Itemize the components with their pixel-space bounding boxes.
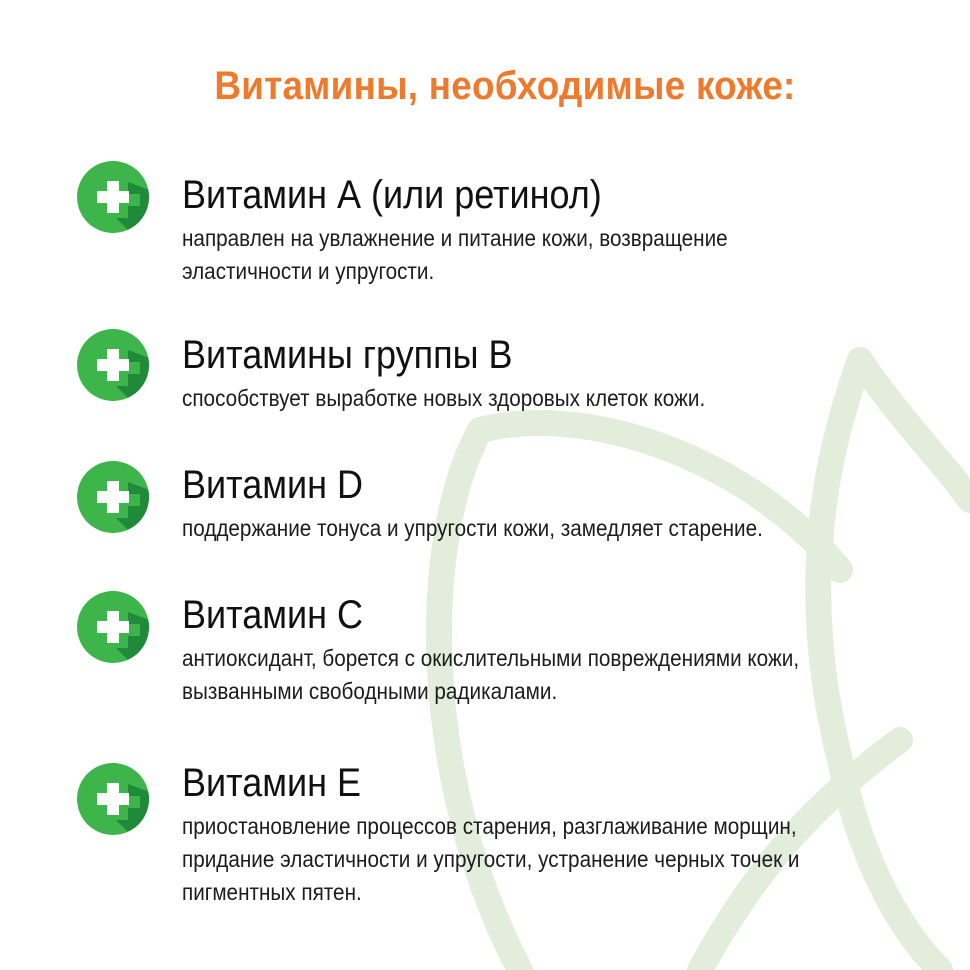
description-line: придание эластичности и упругости, устранение черных точек и [182,846,800,872]
description-line: пигментных пятен. [182,879,362,905]
vitamin-name: Витамины группы В [182,333,513,377]
vitamin-name: Витамин Е [182,761,361,805]
page-title: Витамины, необходимые коже: [214,64,796,108]
description-line: способствует выработке новых здоровых клеток кожи. [182,385,706,411]
plus-cross-icon [76,460,150,534]
vitamin-name: Витамин С [182,593,363,637]
plus-cross-icon [76,762,150,836]
vitamin-description [182,642,902,708]
plus-cross-icon [76,590,150,664]
vitamin-description [182,810,902,909]
vitamin-description [182,512,902,545]
plus-cross-icon [76,160,150,234]
plus-cross-icon [76,328,150,402]
vitamin-description [182,222,902,288]
description-line: приостановление процессов старения, разглаживание морщин, [182,813,797,839]
description-line: антиоксидант, борется с окислительными повреждениями кожи, [182,645,800,671]
vitamin-description [182,382,902,415]
description-line: направлен на увлажнение и питание кожи, возвращение [182,225,728,251]
description-line: вызванными свободными радикалами. [182,678,558,704]
description-line: поддержание тонуса и упругости кожи, замедляет старение. [182,515,763,541]
vitamin-name: Витамин А (или ретинол) [182,173,602,217]
description-line: эластичности и упругости. [182,258,435,284]
vitamin-name: Витамин D [182,463,363,507]
